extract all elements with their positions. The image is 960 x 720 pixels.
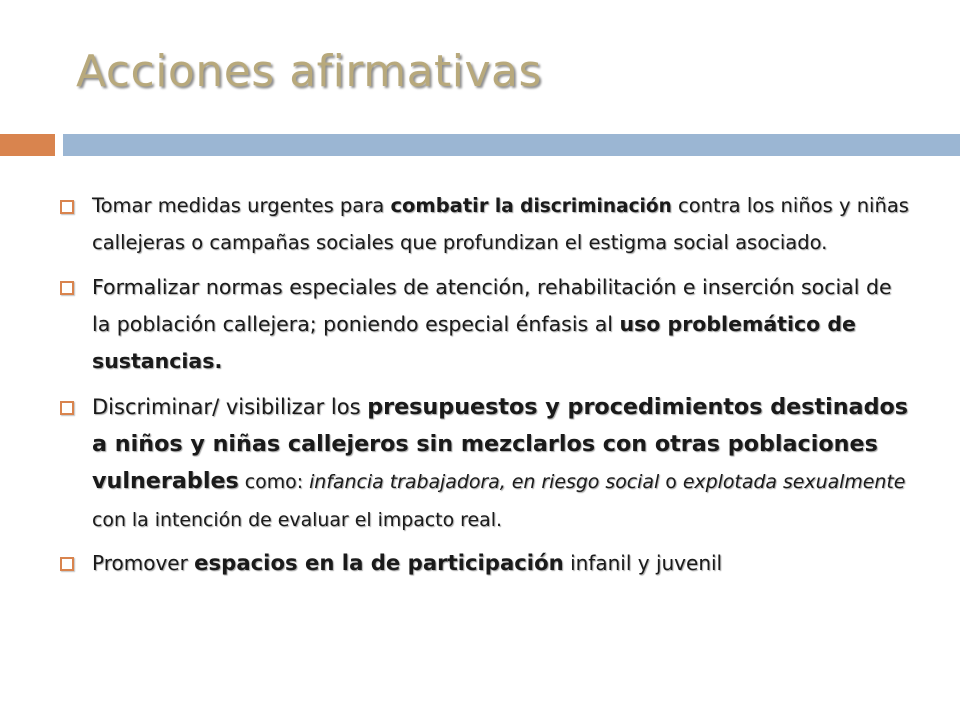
hollow-square-icon [60,200,74,214]
title-accent-bar-orange [0,134,55,156]
hollow-square-icon [60,281,74,295]
bullet-text: como: [238,471,310,493]
bullet-text: contra los niños y niñas callejeras o campañas sociales que profundizan el estigma social asociado. [92,194,909,254]
bullet-item [60,389,910,539]
bullet-item [60,269,910,380]
bullet-emphasis: la discriminación [488,196,672,217]
title-accent-bar-blue [63,134,960,156]
bullet-text: Promover [92,551,195,575]
bullet-text: Formalizar normas especiales de atención, rehabilitación e inserción social de la población callejera; poniendo especial énfasis al [92,275,892,336]
bullet-text: . [214,349,223,373]
hollow-square-icon [60,557,74,571]
bullet-text: o [659,471,683,493]
bullet-text: Tomar medidas urgentes para [92,194,391,217]
bullet-emphasis: combatir [390,194,489,217]
bullet-emphasis: presupuestos y procedimientos destinados a niños y niñas callejeros sin mezclarlos con otras poblaciones vulnerables [92,394,909,494]
bullet-emphasis: espacios en la de participación [194,550,564,575]
hollow-square-icon [60,401,74,415]
bullet-text: Discriminar/ visibilizar los [92,395,368,419]
bullet-text: con la intención de evaluar el impacto real. [92,509,502,531]
bullet-list [60,188,910,583]
bullet-italic: explotada sexualmente [682,471,906,493]
bullet-item [60,188,910,261]
bullet-item [60,545,910,581]
slide-title: Acciones afirmativas [76,46,542,97]
bullet-emphasis: uso problemático de sustancias [92,312,856,373]
bullet-text: infanil y juvenil [563,551,723,575]
bullet-italic: infancia trabajadora, en riesgo social [309,471,660,493]
